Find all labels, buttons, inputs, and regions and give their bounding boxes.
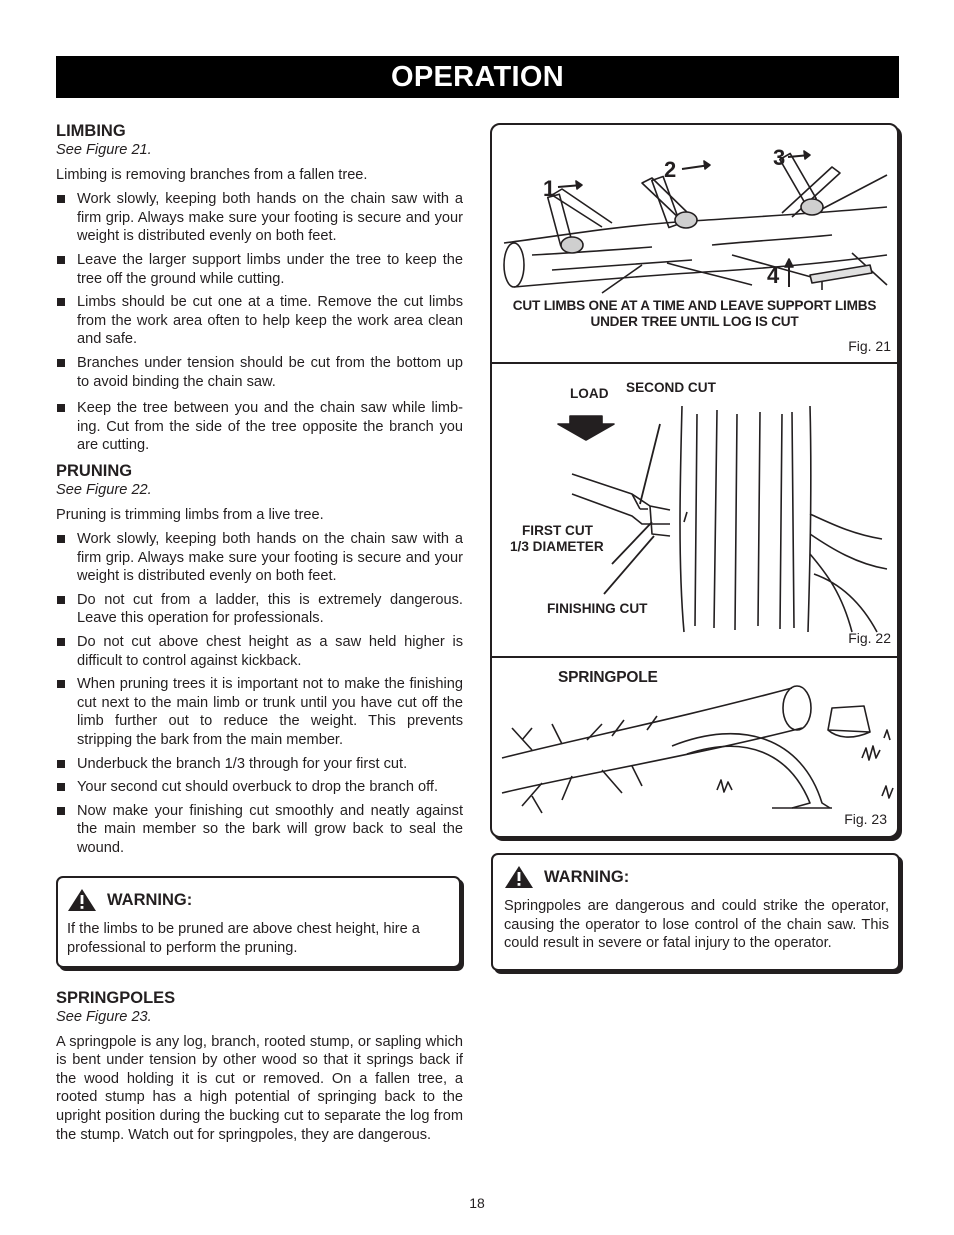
list-item: Work slowly, keeping both hands on the chain saw with a firm grip. Always make sure your footing is secure and your weight is distributed evenly on both feet. bbox=[56, 530, 463, 586]
warning-text: If the limbs to be pruned are above chest height, hire a professional to perform the pruning. bbox=[67, 921, 420, 956]
left-column bbox=[56, 121, 463, 863]
fig22-label: Fig. 22 bbox=[848, 630, 891, 646]
fig22-first-cut-diameter-label: 1/3 DIAMETER bbox=[510, 539, 604, 554]
fig21-caption-line-2: UNDER TREE UNTIL LOG IS CUT bbox=[590, 314, 799, 329]
list-item: Branches under tension should be cut from the bottom up to avoid binding the chain saw. bbox=[56, 354, 463, 391]
page-title: OPERATION bbox=[56, 56, 899, 98]
list-item: Now make your finishing cut smoothly and neatly against the main member so the bark will grow back to seal the wound. bbox=[56, 802, 463, 858]
fig23-springpole-illustration bbox=[492, 658, 897, 828]
fig22-pruning-illustration bbox=[492, 364, 897, 656]
list-item: Limbs should be cut one at a time. Remove the cut limbs from the work area often to help keep the work area clean and safe. bbox=[56, 293, 463, 349]
fig22-finishing-cut-label: FINISHING CUT bbox=[547, 601, 648, 616]
limbing-see-figure: See Figure 21. bbox=[56, 142, 152, 158]
fig23-title: SPRINGPOLE bbox=[558, 669, 658, 686]
fig21-number-3: 3 bbox=[773, 145, 786, 170]
warning-icon bbox=[67, 888, 97, 912]
warning-box-springpoles bbox=[491, 853, 900, 971]
list-item: Your second cut should overbuck to drop the branch off. bbox=[56, 778, 463, 797]
warning-title: WARNING: bbox=[544, 867, 630, 886]
fig21-number-4: 4 bbox=[767, 263, 780, 288]
limbing-intro: Limbing is removing branches from a fallen tree. bbox=[56, 166, 368, 183]
page-number: 18 bbox=[469, 1195, 485, 1211]
list-item: Keep the tree between you and the chain saw while limb-ing. Cut from the side of the tree opposite the branch you are cutting. bbox=[56, 399, 463, 455]
list-item: When pruning trees it is important not to make the finishing cut next to the main limb or trunk until you have cut off the limb further out to reduce the weight. This prevents stripping the bark from the main member. bbox=[56, 675, 463, 749]
fig22-load-label: LOAD bbox=[570, 386, 609, 401]
list-item: Work slowly, keeping both hands on the chain saw with a firm grip. Always make sure your footing is secure and your weight is distributed evenly on both feet. bbox=[56, 190, 463, 246]
limbing-bullet-list bbox=[56, 190, 463, 455]
springpoles-see-figure: See Figure 23. bbox=[56, 1009, 152, 1025]
fig21-caption-line-1: CUT LIMBS ONE AT A TIME AND LEAVE SUPPORT LIMBS bbox=[512, 298, 877, 313]
pruning-intro: Pruning is trimming limbs from a live tree. bbox=[56, 506, 324, 523]
warning-icon bbox=[504, 865, 534, 889]
warning-box-pruning bbox=[56, 876, 461, 968]
fig22-first-cut-label: FIRST CUT bbox=[522, 523, 593, 538]
warning-text: Springpoles are dangerous and could strike the operator, causing the operator to lose control of the chain saw. This could result in severe or fatal injury to the operator. bbox=[504, 898, 889, 952]
list-item: Leave the larger support limbs under the tree to keep the tree off the ground while cutting. bbox=[56, 251, 463, 288]
fig23-label: Fig. 23 bbox=[844, 811, 887, 827]
springpoles-section bbox=[56, 988, 463, 1150]
fig21-label: Fig. 21 bbox=[848, 338, 891, 354]
pruning-see-figure: See Figure 22. bbox=[56, 481, 152, 498]
list-item: Underbuck the branch 1/3 through for your first cut. bbox=[56, 755, 463, 774]
springpoles-text: A springpole is any log, branch, rooted stump, or sapling which is bent under tension by other wood so that it springs back if the wood holding it is cut or removed. On a fallen tree, a rooted stump has a high potential of springing back to the upright position during the bucking cut to separate the log from the stump. Watch out for springpoles, they are dangerous. bbox=[56, 1033, 463, 1143]
pruning-heading: PRUNING bbox=[56, 461, 133, 480]
warning-title: WARNING: bbox=[107, 890, 193, 909]
list-item: Do not cut above chest height as a saw held higher is difficult to control against kickback. bbox=[56, 633, 463, 670]
fig21-number-2: 2 bbox=[664, 157, 677, 182]
fig21-limbing-illustration bbox=[492, 125, 897, 295]
limbing-heading: LIMBING bbox=[56, 122, 126, 140]
springpoles-heading: SPRINGPOLES bbox=[56, 989, 176, 1007]
list-item: Do not cut from a ladder, this is extremely dangerous. Leave this operation for professionals. bbox=[56, 591, 463, 628]
fig21-caption bbox=[492, 298, 897, 330]
figures-panel bbox=[490, 123, 899, 838]
fig22-second-cut-label: SECOND CUT bbox=[626, 380, 716, 395]
pruning-bullet-list bbox=[56, 530, 463, 858]
fig21-number-1: 1 bbox=[543, 176, 556, 201]
